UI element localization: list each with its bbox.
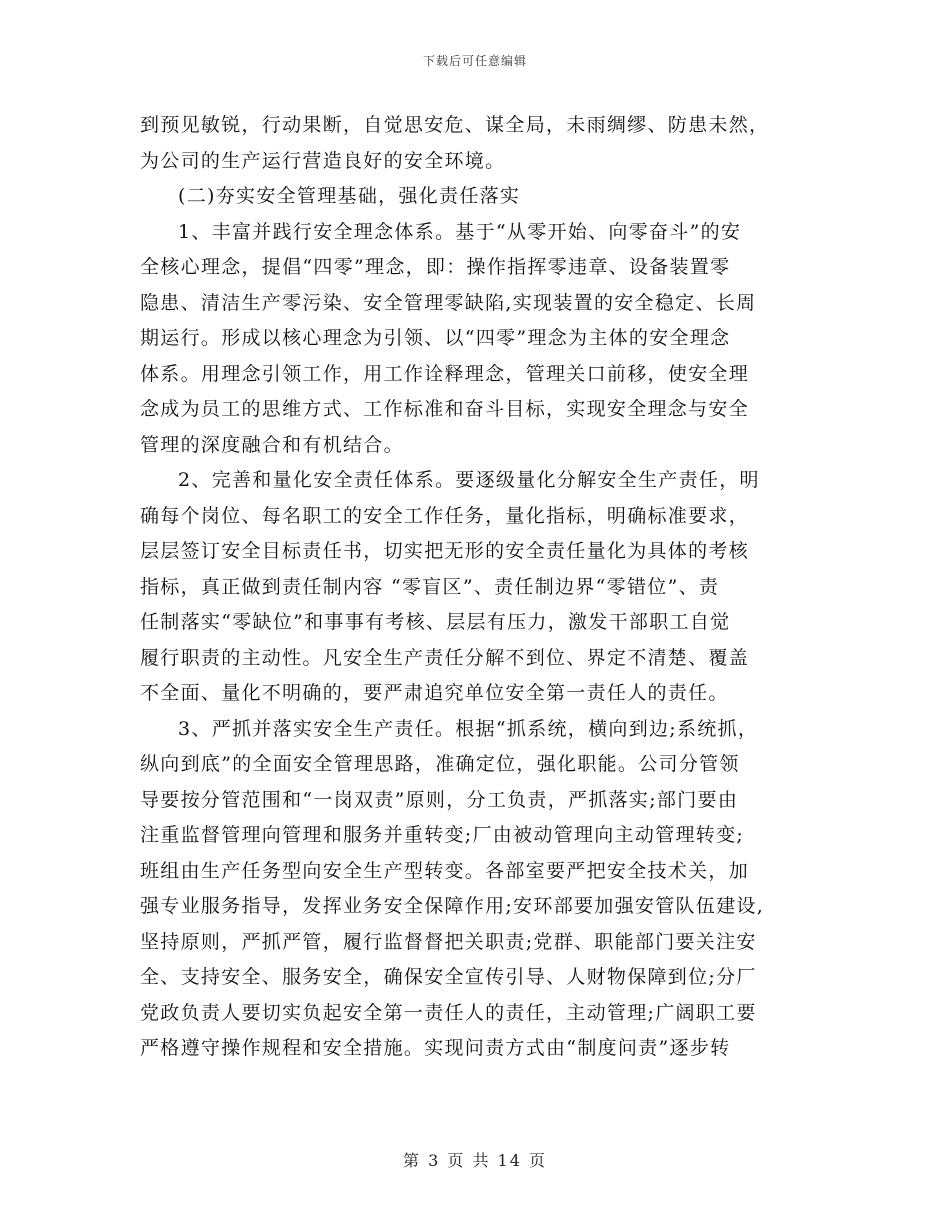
body-line: 班组由生产任务型向安全生产型转变。各部室要严把安全技术关，加: [140, 859, 750, 882]
document-body: [140, 108, 812, 1067]
body-line: 全、支持安全、服务安全，确保安全宣传引导、人财物保障到位;分厂: [140, 966, 757, 988]
body-line: 注重监督管理向管理和服务并重转变;厂由被动管理向主动管理转变;: [140, 824, 745, 846]
body-line: 任制落实“零缺位”和事事有考核、层层有压力，激发干部职工自觉: [140, 611, 731, 633]
body-line: 纵向到底”的全面安全管理思路，准确定位，强化职能。公司分管领: [140, 753, 740, 775]
body-line: 党政负责人要切实负起安全第一责任人的责任，主动管理;广阔职工要: [140, 1001, 757, 1024]
body-line: 履行职责的主动性。凡安全生产责任分解不到位、界定不清楚、覆盖: [140, 646, 750, 669]
body-line: 严格遵守操作规程和安全措施。实现问责方式由“制度问责”逐步转: [140, 1037, 731, 1059]
section-heading: (二)夯实安全管理基础，强化责任落实: [178, 185, 521, 207]
body-line: 隐患、清洁生产零污染、安全管理零缺陷,实现装置的安全稳定、长周: [140, 291, 757, 314]
body-line: 指标，真正做到责任制内容 “零盲区”、责任制边界“零错位”、责: [140, 575, 720, 598]
body-line: 念成为员工的思维方式、工作标准和奋斗目标，实现安全理念与安全: [140, 398, 750, 420]
body-line: 坚持原则，严抓严管，履行监督督把关职责;党群、职能部门要关注安: [140, 930, 757, 953]
page-number: 第 3 页 共 14 页: [403, 1151, 547, 1170]
paragraph-first-line: 2、完善和量化安全责任体系。要逐级量化分解安全生产责任，明: [178, 469, 760, 491]
body-line: 管理的深度融合和有机结合。: [140, 433, 404, 456]
paragraph-first-line: 3、严抓并落实安全生产责任。根据“抓系统，横向到边;系统抓，: [178, 717, 759, 740]
body-line: 期运行。形成以核心理念为引领、以“四零”理念为主体的安全理念: [140, 327, 731, 349]
body-line: 到预见敏锐，行动果断，自觉思安危、谋全局，未雨绸缪、防患未然，: [140, 114, 770, 136]
paragraph-first-line: 1、丰富并践行安全理念体系。基于“从零开始、向零奋斗”的安: [178, 220, 742, 243]
body-line: 不全面、量化不明确的，要严肃追究单位安全第一责任人的责任。: [140, 682, 729, 704]
body-line: 体系。用理念引领工作，用工作诠释理念，管理关口前移，使安全理: [140, 362, 750, 385]
body-line: 强专业服务指导，发挥业务安全保障作用;安环部要加强安管队伍建设,: [140, 895, 765, 917]
body-line: 导要按分管范围和“一岗双责”原则，分工负责，严抓落实;部门要由: [140, 788, 739, 811]
body-line: 层层签订安全目标责任书，切实把无形的安全责任量化为具体的考核: [140, 540, 750, 562]
page-header-note: 下载后可任意编辑: [422, 54, 527, 68]
body-line: 为公司的生产运行营造良好的安全环境。: [140, 149, 506, 172]
body-line: 确每个岗位、每名职工的安全工作任务，量化指标，明确标准要求，: [140, 504, 750, 527]
body-line: 全核心理念，提倡“四零”理念，即：操作指挥零违章、设备装置零: [140, 256, 731, 278]
